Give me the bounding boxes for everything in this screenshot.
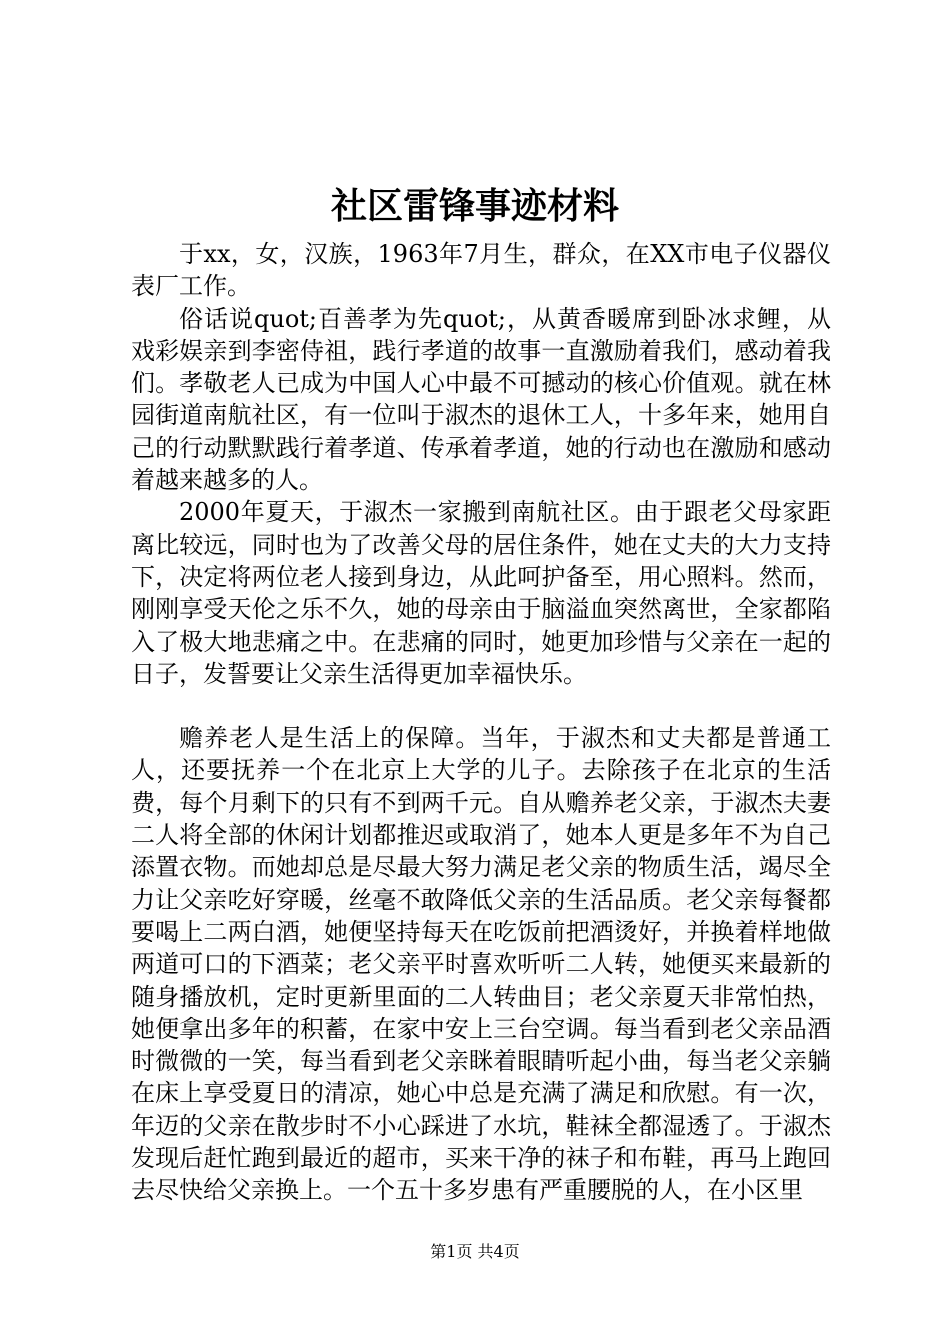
document-body bbox=[131, 238, 831, 1207]
document-title: 社区雷锋事迹材料 bbox=[330, 185, 619, 227]
paragraph-support-elderly: 赡养老人是生活上的保障。当年，于淑杰和丈夫都是普通工人，还要抚养一个在北京上大学的儿子。去除孩子在北京的生活费，每个月剩下的只有不到两千元。自从赡养老父亲，于淑杰夫妻二人将全部的休闲计划都推迟或取消了，她本人更是多年不为自己添置衣物。而她却总是尽最大努力满足老父亲的物质生活，竭尽全力让父亲吃好穿暖，丝毫不敢降低父亲的生活品质。老父亲每餐都要喝上二两白酒，她便坚持每天在吃饭前把酒烫好，并换着样地做两道可口的下酒菜；老父亲平时喜欢听听二人转，她便买来最新的随身播放机，定时更新里面的二人转曲目；老父亲夏天非常怕热，她便拿出多年的积蓄，在家中安上三台空调。每当看到老父亲品酒时微微的一笑，每当看到老父亲眯着眼睛听起小曲，每当老父亲躺在床上享受夏日的清凉，她心中总是充满了满足和欣慰。有一次，年迈的父亲在散步时不小心踩进了水坑，鞋袜全都湿透了。于淑杰发现后赶忙跑到最近的超市，买来干净的袜子和布鞋，再马上跑回去尽快给父亲换上。一个五十多岁患有严重腰脱的人，在小区里 bbox=[131, 724, 831, 1205]
page-number-footer: 第1页 共4页 bbox=[430, 1242, 520, 1261]
paragraph-spacer bbox=[131, 690, 831, 722]
paragraph-intro: 于xx，女，汉族，1963年7月生，群众，在XX市电子仪器仪表厂工作。 bbox=[131, 240, 831, 301]
paragraph-filial-piety: 俗话说quot;百善孝为先quot;，从黄香暖席到卧冰求鲤，从戏彩娱亲到李密侍祖，践行孝道的故事一直激励着我们，感动着我们。孝敬老人已成为中国人心中最不可撼动的核心价值观。就在林园街道南航社区，有一位叫于淑杰的退休工人，十多年来，她用自己的行动默默践行着孝道、传承着孝道，她的行动也在激励和感动着越来越多的人。 bbox=[131, 304, 831, 495]
paragraph-2000-summer: 2000年夏天，于淑杰一家搬到南航社区。由于跟老父母家距离比较远，同时也为了改善父母的居住条件，她在丈夫的大力支持下，决定将两位老人接到身边，从此呵护备至，用心照料。然而，刚刚享受天伦之乐不久，她的母亲由于脑溢血突然离世，全家都陷入了极大地悲痛之中。在悲痛的同时，她更加珍惜与父亲在一起的日子，发誓要让父亲生活得更加幸福快乐。 bbox=[131, 498, 831, 688]
